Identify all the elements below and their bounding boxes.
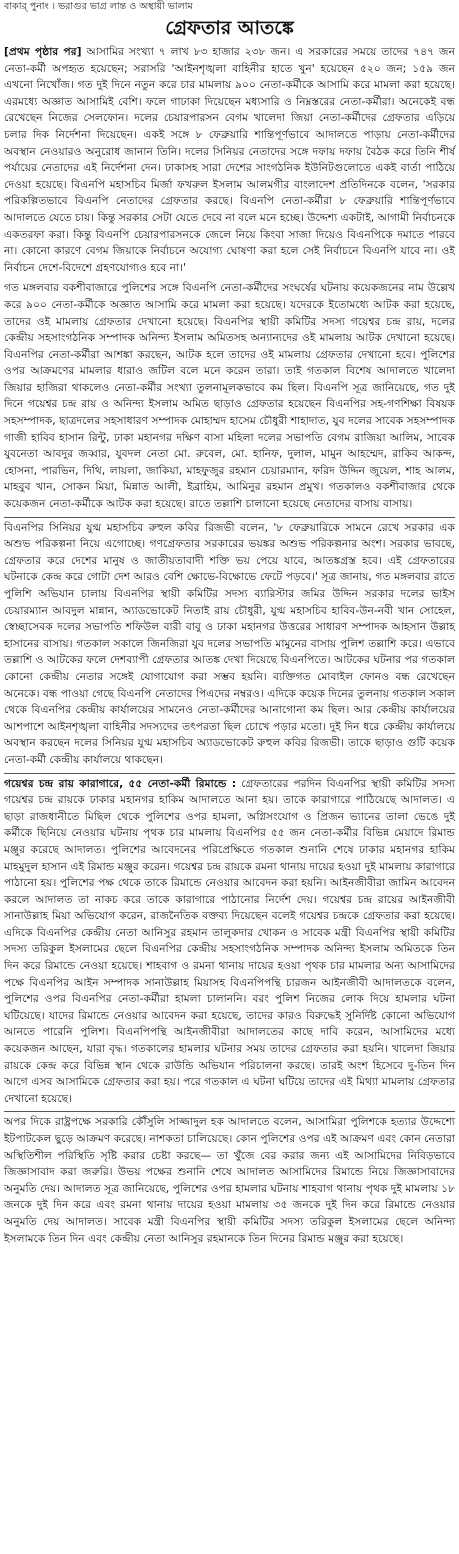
top-strip-text: বাকার্‌ পুনাং । ভরাগুর ভাগ্র লান্ত ও অস্থায়ী ভালাম (4, 1, 193, 12)
subheading: গয়েশ্বর চন্দ্র রায় কারাগারে, ৫৫ নেতা-কর্মী রিমান্ডে : (4, 776, 237, 790)
paragraph-2 (4, 280, 455, 513)
paragraph-5 (4, 1111, 455, 1248)
paragraph-3 (4, 517, 455, 770)
article-body (0, 44, 459, 1248)
paragraph-text: বিএনপির সিনিয়র যুগ্ম মহাসচিব রুহুল কবির রিজভী বলেন, '৮ ফেব্রুয়ারিকে সামনে রেখে সরকার এক অশুভ পরিকল্পনা নিয়ে এগোচ্ছে। গণগ্রেফতার সরকারের ভয়ঙ্কর অশুভ পরিকল্পনার অংশ। সরকার ভাবছে, গ্রেফতার করে দেশের মানুষ ও জাতীয়তাবাদী শক্তি ভয় পেয়ে যাবে, আতঙ্কগ্রস্ত হবে। এই গ্রেফতারের ঘটনাকে কেন্দ্র করে গোটা দেশ আরও বেশি ক্ষোভে-বিক্ষোভে ফেটে পড়বে।' সূত্র জানায়, গত মঙ্গলবার রাতে পুলিশি অভিযান চালায় বিএনপির স্থায়ী কমিটির সদস্য ব্যারিস্টার জমির উদ্দিন সরকার দলের ভাইস চেয়ারম্যান আবদুল মান্নান, অ্যাডভোকেট নিতাই রায় চৌধুরী, যুগ্ম মহাসচিব হাবিব-উন-নবী খান সোহেল, স্বেচ্ছাসেবক দলের সভাপতি শফিউল বারী বাবু ও ঢাকা মহানগর উত্তরের সাধারণ সম্পাদক আহসান উল্লাহ হাসানের বাসায়। গতকাল সকালে জিনজিরা যুব দলের সভাপতি মামুনের বাসায় পুলিশ তল্লাশি করে। এভাবে তল্লাশি ও আটকের ফলে দেশব্যাপী গ্রেফতার আতঙ্ক দেখা দিয়েছে বিএনপিতে। আটকের ঘটনার পর গতকাল কোনো কেন্দ্রীয় নেতার সঙ্গেই যোগাযোগ করা সম্ভব হয়নি। ব্যক্তিগত মোবাইল ফোনও বন্ধ রেখেছেন অনেকে। বন্ধ পাওয়া গেছে বিএনপি নেতাদের পিএদের নম্বরও। এদিকে কয়েক দিনের তুলনায় গতকাল সকাল থেকে বিএনপির কেন্দ্রীয় কার্যালয়ের সামনেও নেতা-কর্মীদের আনাগোনা কম ছিল। আর কেন্দ্রীয় কার্যালয়ের আশপাশে আইনশৃঙ্খলা বাহিনীর সদস্যদের তৎপরতা ছিল চোখে পড়ার মতো। দুই দিন ধরে কেন্দ্রীয় কার্যালয়ে অবস্থান করছেন দলের সিনিয়র যুগ্ম মহাসচিব অ্যাডভোকেট রুহুল কবির রিজভী। তাকে ছাড়াও গুটি কয়েক নেতা-কর্মী কেন্দ্রীয় কার্যালয়ে থাকছেন। (4, 520, 455, 766)
paragraph-text: আসামির সংখ্যা ৭ লাখ ৮৩ হাজার ২৩৮ জন। এ সরকারের সময়ে তাদের ৭৪৭ জন নেতা-কর্মী অপহৃত হয়েছেন; সরাসরি 'আইনশৃঙ্খলা বাহিনীর হাতে খুন' হয়েছেন ৫২০ জন; ১৫৯ জন এখনো নিখোঁজ। গত দুই দিনে নতুন করে চার মামলায় ৯০০ নেতা-কর্মীকে আসামি করে মামলা করা হয়েছে। এরমধ্যে অজ্ঞাত আসামিই বেশি। ফলে গাঢাকা দিয়েছেন মধ্যসারি ও নিম্নস্তরের নেতা-কর্মীরা। অনেকেই বন্ধ রেখেছেন নিজের সেলফোন। দলের চেয়ারপারসন বেগম খালেদা জিয়া নেতা-কর্মীদের গ্রেফতার এড়িয়ে চলার দিক নির্দেশনা দিয়েছেন। একই সঙ্গে ৮ ফেব্রুয়ারি শান্তিপূর্ণভাবে আদালতে পাড়ায় নেতা-কর্মীদের অবস্থান নেওয়ারও অনুরোধ জানান তিনি। দলের সিনিয়র নেতাদের সঙ্গে দফায় দফায় বৈঠক করে তিনি শীর্ষ পর্যায়ের নেতাদের এই নির্দেশনা দেন। ঢাকাসহ সারা দেশের সাংগঠনিক ইউনিটগুলোতে একই বার্তা পাঠিয়ে দেওয়া হয়েছে। বিএনপি মহাসচিব মির্জা ফখরুল ইসলাম আলমগীর বাংলাদেশ প্রতিদিনকে বলেন, 'সরকার পরিকল্পিতভাবে বিএনপি নেতাদের গ্রেফতার করছে। বিএনপি নেতা-কর্মীরা ৮ ফেব্রুয়ারি শান্তিপূর্ণভাবে আদালতে যেতে চায়। কিন্তু সরকার সেটা যেতে দেবে না বলে মনে হচ্ছে। উদ্দেশ্য একটাই, আগামী নির্বাচনকে একতরফা করা। কিন্তু বিএনপি চেয়ারপারসনকে জেলে নিয়ে কিংবা সাজা দিয়েও বিএনপিকে দমাতে পারবে না। কোনো কারণে বেগম জিয়াকে নির্বাচনে অযোগ্য ঘোষণা করা হলে সেই নির্বাচনে বিএনপি যাবে না। ওই নির্বাচন দেশে-বিদেশে গ্রহণযোগ্যও হবে না।' (4, 45, 455, 274)
paragraph-4 (4, 773, 455, 1109)
paragraph-text: অপর দিকে রাষ্ট্রপক্ষে সরকারি কৌঁসুলি সাজ্জাদুল হক আদালতে বলেন, আসামিরা পুলিশকে হত্যার উদ্দেশ্যে ইটপাটকেল ছুড়ে আক্রমণ করেছে। নাশকতা চালিয়েছে। কোন পুলিশের ওপর এই আক্রমণ এবং কোন নেতারা অস্থিতিশীল পরিস্থিতি সৃষ্টি করার চেষ্টা করছে— তা খুঁজে বের করার জন্য এই আসামিদের নিবিড়ভাবে জিজ্ঞাসাবাদ করা জরুরি। উভয় পক্ষের শুনানি শেষে আদালত আসামিদের রিমান্ডে নিয়ে জিজ্ঞাসাবাদের অনুমতি দেয়। আদালত সূত্র জানিয়েছে, পুলিশের ওপর হামলার ঘটনায় শাহবাগ থানায় পৃথক দুই মামলায় ১৮ জনকে দুই দিন করে এবং রমনা থানায় দায়ের হওয়া মামলায় ৩৫ জনকে দুই দিন করে রিমান্ডে নেওয়ার অনুমতি দেয় আদালত। সাবেক মন্ত্রী বিএনপির স্থায়ী কমিটির সদস্য তরিকুল ইসলামের ছেলে অনিন্দ্য ইসলামকে তিন দিন এবং কেন্দ্রীয় নেতা আনিসুর রহমানকে তিন দিনের রিমান্ড মঞ্জুর করা হয়েছে। (4, 1115, 455, 1245)
headline: গ্রেফতার আতঙ্কে (165, 17, 294, 39)
paragraph-1 (4, 44, 455, 277)
continuation-marker: [প্রথম পৃষ্ঠার পর] (4, 45, 82, 58)
paragraph-text: গ্রেফতারের পরদিন বিএনপির স্থায়ী কমিটির সদস্য গয়েশ্বর চন্দ্র রায়কে ঢাকার মহানগর হাকিম আদালতে আনা হয়। তাকে কারাগারে পাঠিয়েছে আদালত। এ ছাড়া রাজধানীতে মিছিল থেকে পুলিশের ওপর হামলা, অগ্নিসংযোগ ও প্রিজন ভ্যানের তালা ভেঙে দুই কর্মীকে ছিনিয়ে নেওয়ার ঘটনায় পৃথক চার মামলায় বিএনপির ৫৫ জন নেতা-কর্মীর বিভিন্ন মেয়াদে রিমান্ড মঞ্জুর করেছে আদালত। পুলিশের আবেদনের পরিপ্রেক্ষিতে গতকাল শুনানি শেষে ঢাকার মহানগর হাকিম মাহমুদুল হাসান এই রিমান্ড মঞ্জুর করেন। গয়েশ্বর চন্দ্র রায়কে রমনা থানায় দায়ের হওয়া দুই মামলায় কারাগারে পাঠানো হয়। পুলিশের পক্ষ থেকে তাকে রিমান্ডে নেওয়ার আবেদন করা হয়নি। আইনজীবীরা জামিন আবেদন করলে আদালত তা নাকচ করে তাকে কারাগারে পাঠানোর নির্দেশ দেয়। গয়েশ্বর চন্দ্র রায়ের আইনজীবী সানাউল্লাহ মিয়া অভিযোগ করেন, রাজনৈতিক বক্তব্য দিয়েছেন বলেই গয়েশ্বর চন্দ্রকে গ্রেফতার করা হয়েছে। এদিকে বিএনপির কেন্দ্রীয় নেতা আনিসুর রহমান তালুকদার খোকন ও সাবেক মন্ত্রী বিএনপির স্থায়ী কমিটির সদস্য তরিকুল ইসলামের ছেলে বিএনপির কেন্দ্রীয় সহসাংগঠনিক সম্পাদক অনিন্দ্য ইসলাম অমিতকে তিন দিন করে রিমান্ডে নেওয়া হয়েছে। শাহবাগ ও রমনা থানায় দায়ের হওয়া পৃথক চার মামলার অন্য আসামিদের পক্ষে বিএনপির আইন সম্পাদক সানাউল্লাহ মিয়াসহ বিএনপিপন্থি চারজন আইনজীবী আদালতকে বলেন, পুলিশের ওপর বিএনপির নেতা-কর্মীরা হামলা চালাননি। বরং পুলিশ নিজের লোক দিয়ে হামলার ঘটনা ঘটিয়েছে। যাদের রিমান্ডে নেওয়ার আবেদন করা হয়েছে, তাদের কারও বিরুদ্ধেই সুনির্দিষ্ট কোনো অভিযোগ আনতে পারেনি পুলিশ। বিএনপিপন্থি আইনজীবীরা আদালতের কাছে দাবি করেন, আসামিদের মধ্যে কয়েকজন আছেন, যারা বৃদ্ধ। গতকালের হামলার ঘটনার সময় তাদের গ্রেফতার করা হয়নি। খালেদা জিয়ার রায়কে কেন্দ্র করে বিভিন্ন স্থান থেকে রাউন্ডি অভিযান পরিচালনা করছে। তারই অংশ হিসেবে দু-তিন দিন আগে এসব আসামিকে গ্রেফতার করা হয়। পরে গতকাল এ ঘটনা ঘটিয়ে তাদের এই মিথ্যা মামলায় গ্রেফতার দেখানো হয়েছে। (4, 776, 455, 1105)
paragraph-text: গত মঙ্গলবার বকশীবাজারে পুলিশের সঙ্গে বিএনপি নেতা-কর্মীদের সংঘর্ষের ঘটনায় কয়েকজনের নাম উল্লেখ করে ৯০০ নেতা-কর্মীকে অজ্ঞাত আসামি করে মামলা করা হয়েছে। যদেরকে ইতোমধ্যে আটক করা হয়েছে, তাদের ওই মামলায় গ্রেফতার দেখানো হয়েছে। বিএনপির স্থায়ী কমিটির সদস্য গয়েশ্বর চন্দ্র রায়, দলের কেন্দ্রীয় সহসাংগঠনিক সম্পাদক অনিন্দ্য ইসলাম অমিতসহ অন্যান্যদের ওই মামলায় আটক দেখানো হয়েছে। বিএনপির নেতা-কর্মীরা আশঙ্কা করছেন, আটক হলে তাদের ওই মামলায় গ্রেফতার দেখানো হবে। পুলিশের ওপর আক্রমণের মামলার ধারাও জটিল বলে মনে করেন তারা। তাই গতকাল বিশেষ আদালতে খালেদা জিয়ার হাজিরা থাকলেও নেতা-কর্মীর সংখ্যা তুলনামূলকভাবে কম ছিল। বিএনপি সূত্র জানিয়েছে, গত দুই দিনে গয়েশ্বর চন্দ্র রায় ও অনিন্দ্য ইসলাম অমিত ছাড়াও গ্রেফতার হয়েছেন বিএনপির সহ-গণশিক্ষা বিষয়ক সহসম্পাদক, ছাত্রদলের সহসাধারণ সম্পাদক মোহাম্মদ হাসেম চৌধুরী শাহাদাত, যুব দলের সাবেক সহসম্পাদক গাজী হাবিব হাসান রিন্টু, ঢাকা মহানগর দক্ষিণ বাসা মহিলা দলের সভাপতি বেগম রাজিয়া আলিম, সাবেক যুবনেতা আবদুর জব্বার, যুবদল নেতা মো. রুবেল, মো. হানিফ, দুলাল, মামুন আহম্মেদ, রাকিব আকন্দ, হোসনা, পারভিন, দিথি, লায়লা, জাকিয়া, মাহফুজুর রহমান চেয়ারম্যান, ফরিদ উদ্দিন জুয়েল, শাহ আলম, মাহবুব খান, সোকন মিয়া, মিন্নাত আলী, ইব্রাহিম, আমিনুর রহমান প্রমুখ। গতকালও বকশীবাজার থেকে কয়েকজন নেতা-কর্মীকে আটক করা হয়েছে। রাতে তল্লাশি চালানো হয়েছে নেতাদের বাসায় বাসায়। (4, 281, 455, 511)
